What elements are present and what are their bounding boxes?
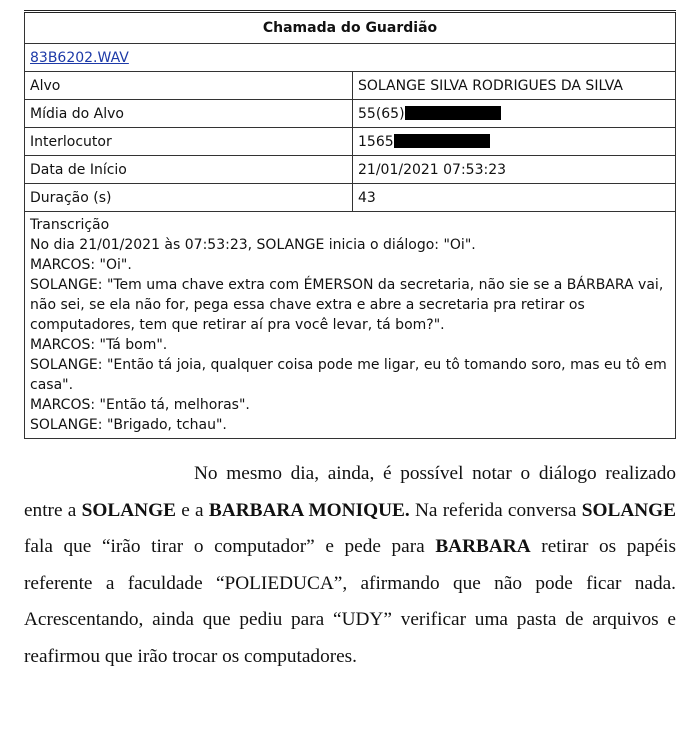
- row-label-target: Alvo: [25, 72, 353, 100]
- table-title: Chamada do Guardião: [25, 12, 676, 44]
- transcript-line: [30, 395, 670, 415]
- paragraph-text-1: No mesmo dia, ainda, é possível notar o diálogo realizado entre a: [24, 463, 676, 521]
- row-value-target: SOLANGE SILVA RODRIGUES DA SILVA: [353, 72, 676, 100]
- table-row: [25, 100, 676, 128]
- speaker-name: MARCOS: [30, 337, 91, 353]
- target-media-number: 55(65): [358, 105, 405, 122]
- transcript-line: [30, 255, 670, 275]
- body-paragraph: [24, 456, 676, 676]
- row-value-duration: 43: [353, 184, 676, 212]
- audio-file-link[interactable]: 83B6202.WAV: [30, 49, 129, 66]
- row-value-target-media: [353, 100, 676, 128]
- row-value-interlocutor: [353, 128, 676, 156]
- speaker-name: MARCOS: [30, 257, 91, 273]
- table-row: [25, 128, 676, 156]
- name-solange: SOLANGE: [81, 499, 176, 521]
- name-solange: SOLANGE: [581, 499, 677, 521]
- row-value-start-date: 21/01/2021 07:53:23: [353, 156, 676, 184]
- paragraph-text-4: fala que “irão tirar o computador” e pede para: [24, 536, 436, 558]
- speech-text: : "Tá bom".: [90, 337, 168, 353]
- call-record-table: [24, 10, 676, 439]
- transcript-intro: No dia 21/01/2021 às 07:53:23, SOLANGE inicia o diálogo: "Oi".: [30, 237, 476, 253]
- speaker-name: SOLANGE: [30, 357, 98, 373]
- speech-text: : "Tem uma chave extra com ÉMERSON da secretaria, não sie se a BÁRBARA vai, não sei, se ela não for, pega essa chave extra e abre a secretaria pra retirar os computadores, tem que retirar aí pra você levar, tá bom?".: [30, 277, 664, 333]
- audio-file-cell: [25, 44, 676, 72]
- table-row: [25, 72, 676, 100]
- paragraph-text-3: Na referida conversa: [409, 499, 582, 521]
- speech-text: : "Oi".: [90, 257, 132, 273]
- redaction-bar: [405, 106, 501, 120]
- redaction-bar: [394, 134, 490, 148]
- transcript-line: [30, 355, 670, 395]
- interlocutor-number: 1565: [358, 133, 394, 150]
- speech-text: : "Então tá, melhoras".: [90, 397, 250, 413]
- table-row: [25, 184, 676, 212]
- table-row: [25, 156, 676, 184]
- transcript-heading: Transcrição: [30, 217, 110, 233]
- transcript-line: [30, 335, 670, 355]
- transcript-cell: [25, 212, 676, 439]
- row-label-interlocutor: Interlocutor: [25, 128, 353, 156]
- speaker-name: SOLANGE: [30, 277, 98, 293]
- transcript-line: [30, 415, 670, 435]
- speaker-name: MARCOS: [30, 397, 91, 413]
- row-label-start-date: Data de Início: [25, 156, 353, 184]
- speech-text: : "Então tá joia, qualquer coisa pode me ligar, eu tô tomando soro, mas eu tô em casa".: [30, 357, 667, 393]
- name-barbara: BARBARA: [435, 536, 531, 558]
- paragraph-text-2: e a: [175, 499, 209, 521]
- speech-text: : "Brigado, tchau".: [97, 417, 227, 433]
- row-label-duration: Duração (s): [25, 184, 353, 212]
- row-label-target-media: Mídia do Alvo: [25, 100, 353, 128]
- speaker-name: SOLANGE: [30, 417, 98, 433]
- paragraph-text-5: retirar os papéis referente a faculdade “POLIEDUCA”, afirmando que não pode ficar nada. Acrescentando, ainda que pediu para “UDY” verificar uma pasta de arquivos e reafirmou que irão trocar os computadores.: [24, 536, 676, 667]
- name-barbara-monique: BARBARA MONIQUE.: [208, 499, 410, 521]
- transcript-line: [30, 275, 670, 335]
